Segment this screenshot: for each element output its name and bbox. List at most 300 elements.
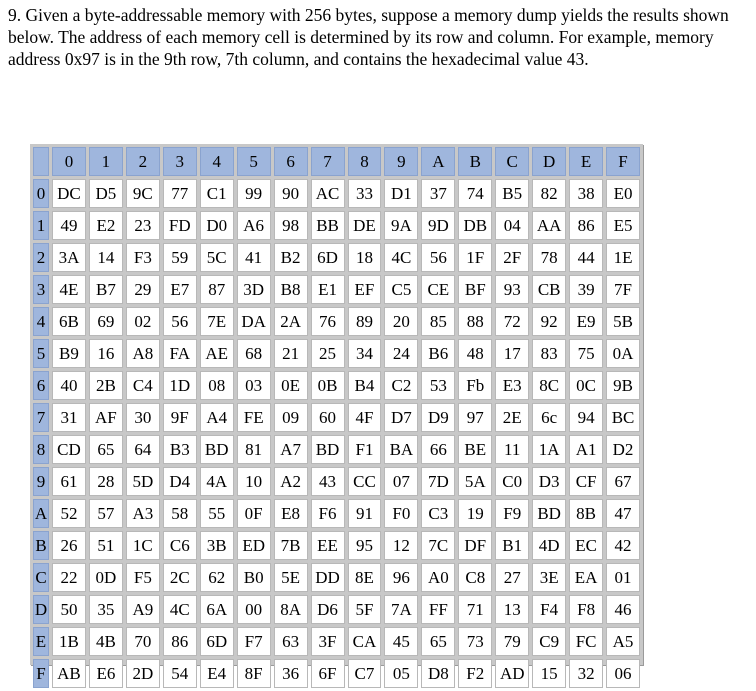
table-row <box>33 179 640 208</box>
memory-cell: EE <box>311 531 345 560</box>
memory-cell: DF <box>458 531 492 560</box>
memory-cell: 66 <box>421 435 455 464</box>
memory-cell: 1F <box>458 243 492 272</box>
memory-cell: A0 <box>421 563 455 592</box>
memory-cell: 76 <box>311 307 345 336</box>
column-header: 6 <box>274 147 308 176</box>
memory-cell: 3A <box>52 243 86 272</box>
memory-cell: A8 <box>126 339 160 368</box>
memory-cell: 8A <box>274 595 308 624</box>
row-header: 7 <box>33 403 49 432</box>
row-header: 0 <box>33 179 49 208</box>
memory-cell: 59 <box>163 243 197 272</box>
memory-cell: 7E <box>200 307 234 336</box>
memory-cell: 79 <box>495 627 529 656</box>
memory-cell: B6 <box>421 339 455 368</box>
table-row <box>33 531 640 560</box>
table-row <box>33 243 640 272</box>
memory-cell: BA <box>384 435 418 464</box>
memory-cell: C5 <box>384 275 418 304</box>
memory-cell: 71 <box>458 595 492 624</box>
memory-cell: BD <box>311 435 345 464</box>
memory-cell: F4 <box>532 595 566 624</box>
memory-cell: 22 <box>52 563 86 592</box>
memory-cell: D8 <box>421 659 455 688</box>
memory-cell: D4 <box>163 467 197 496</box>
memory-cell: DA <box>237 307 271 336</box>
memory-cell: BD <box>200 435 234 464</box>
table-row <box>33 339 640 368</box>
memory-cell: B3 <box>163 435 197 464</box>
memory-cell: 81 <box>237 435 271 464</box>
memory-cell: 5B <box>606 307 640 336</box>
memory-cell: 1C <box>126 531 160 560</box>
column-header: C <box>495 147 529 176</box>
question-text: 9. Given a byte-addressable memory with 256 bytes, suppose a memory dump yields the results shown below. The address of each memory cell is determined by its row and column. For example, memory address 0x97 is in the 9th row, 7th column, and contains the hexadecimal value 43. <box>8 5 729 69</box>
memory-cell: 36 <box>274 659 308 688</box>
memory-cell: 10 <box>237 467 271 496</box>
memory-cell: F8 <box>569 595 603 624</box>
memory-cell: 82 <box>532 179 566 208</box>
memory-cell: D9 <box>421 403 455 432</box>
memory-cell: 7F <box>606 275 640 304</box>
memory-cell: 54 <box>163 659 197 688</box>
memory-cell: 60 <box>311 403 345 432</box>
table-row <box>33 595 640 624</box>
memory-cell: 12 <box>384 531 418 560</box>
memory-cell: Fb <box>458 371 492 400</box>
memory-cell: D6 <box>311 595 345 624</box>
memory-cell: 4B <box>89 627 123 656</box>
memory-cell: 28 <box>89 467 123 496</box>
memory-cell: 45 <box>384 627 418 656</box>
memory-cell: 6D <box>200 627 234 656</box>
memory-cell: 57 <box>89 499 123 528</box>
memory-cell: A2 <box>274 467 308 496</box>
memory-cell: 69 <box>89 307 123 336</box>
memory-cell: 31 <box>52 403 86 432</box>
memory-cell: 0A <box>606 339 640 368</box>
memory-cell: BD <box>532 499 566 528</box>
memory-cell: 2E <box>495 403 529 432</box>
row-header: 8 <box>33 435 49 464</box>
memory-cell: 5F <box>348 595 382 624</box>
memory-cell: 21 <box>274 339 308 368</box>
memory-cell: 17 <box>495 339 529 368</box>
memory-cell: D5 <box>89 179 123 208</box>
memory-cell: 96 <box>384 563 418 592</box>
memory-cell: 7B <box>274 531 308 560</box>
table-row <box>33 211 640 240</box>
memory-cell: 23 <box>126 211 160 240</box>
memory-cell: E7 <box>163 275 197 304</box>
memory-cell: 74 <box>458 179 492 208</box>
memory-cell: 51 <box>89 531 123 560</box>
memory-cell: 64 <box>126 435 160 464</box>
memory-cell: 1A <box>532 435 566 464</box>
memory-cell: 73 <box>458 627 492 656</box>
row-header: D <box>33 595 49 624</box>
memory-cell: 5E <box>274 563 308 592</box>
memory-cell: 86 <box>163 627 197 656</box>
memory-cell: F9 <box>495 499 529 528</box>
memory-cell: 56 <box>421 243 455 272</box>
memory-cell: C4 <box>126 371 160 400</box>
column-header-row <box>33 147 640 176</box>
memory-cell: B5 <box>495 179 529 208</box>
memory-cell: 20 <box>384 307 418 336</box>
table-row <box>33 403 640 432</box>
memory-cell: E6 <box>89 659 123 688</box>
memory-cell: 03 <box>237 371 271 400</box>
table-row <box>33 627 640 656</box>
memory-cell: 04 <box>495 211 529 240</box>
memory-cell: 33 <box>348 179 382 208</box>
memory-cell: 9B <box>606 371 640 400</box>
row-header: 1 <box>33 211 49 240</box>
memory-cell: CE <box>421 275 455 304</box>
memory-cell: 61 <box>52 467 86 496</box>
memory-cell: 5D <box>126 467 160 496</box>
memory-cell: 65 <box>421 627 455 656</box>
memory-cell: B0 <box>237 563 271 592</box>
memory-cell: 2B <box>89 371 123 400</box>
memory-cell: E0 <box>606 179 640 208</box>
memory-cell: A3 <box>126 499 160 528</box>
memory-cell: CC <box>348 467 382 496</box>
memory-cell: 0B <box>311 371 345 400</box>
memory-cell: BF <box>458 275 492 304</box>
memory-cell: B8 <box>274 275 308 304</box>
memory-cell: 08 <box>200 371 234 400</box>
memory-cell: F0 <box>384 499 418 528</box>
memory-cell: 50 <box>52 595 86 624</box>
column-header: 8 <box>348 147 382 176</box>
row-header: 5 <box>33 339 49 368</box>
column-header: 7 <box>311 147 345 176</box>
memory-cell: E9 <box>569 307 603 336</box>
memory-cell: 9A <box>384 211 418 240</box>
memory-cell: 3F <box>311 627 345 656</box>
memory-cell: C7 <box>348 659 382 688</box>
table-row <box>33 563 640 592</box>
row-header: 4 <box>33 307 49 336</box>
table-row <box>33 467 640 496</box>
memory-dump-table <box>30 144 643 691</box>
column-header: A <box>421 147 455 176</box>
memory-cell: 05 <box>384 659 418 688</box>
memory-cell: 11 <box>495 435 529 464</box>
memory-cell: DE <box>348 211 382 240</box>
memory-cell: 02 <box>126 307 160 336</box>
memory-cell: 4C <box>384 243 418 272</box>
memory-cell: 85 <box>421 307 455 336</box>
memory-cell: 99 <box>237 179 271 208</box>
memory-cell: D2 <box>606 435 640 464</box>
column-header: 5 <box>237 147 271 176</box>
memory-cell: 16 <box>89 339 123 368</box>
memory-cell: 8E <box>348 563 382 592</box>
memory-cell: 26 <box>52 531 86 560</box>
memory-cell: 0D <box>89 563 123 592</box>
table-row <box>33 499 640 528</box>
memory-cell: 83 <box>532 339 566 368</box>
memory-cell: 94 <box>569 403 603 432</box>
memory-cell: F1 <box>348 435 382 464</box>
memory-cell: 46 <box>606 595 640 624</box>
memory-cell: 00 <box>237 595 271 624</box>
memory-cell: 41 <box>237 243 271 272</box>
memory-cell: 24 <box>384 339 418 368</box>
memory-cell: 39 <box>569 275 603 304</box>
memory-cell: 13 <box>495 595 529 624</box>
memory-cell: B4 <box>348 371 382 400</box>
memory-cell: 55 <box>200 499 234 528</box>
column-header: F <box>606 147 640 176</box>
memory-cell: C1 <box>200 179 234 208</box>
memory-cell: AC <box>311 179 345 208</box>
memory-cell: FC <box>569 627 603 656</box>
memory-cell: 6A <box>200 595 234 624</box>
memory-cell: 5A <box>458 467 492 496</box>
memory-cell: 7D <box>421 467 455 496</box>
memory-cell: EC <box>569 531 603 560</box>
memory-cell: 3D <box>237 275 271 304</box>
memory-cell: C8 <box>458 563 492 592</box>
table-row <box>33 275 640 304</box>
memory-cell: 43 <box>311 467 345 496</box>
memory-cell: 3B <box>200 531 234 560</box>
row-header: B <box>33 531 49 560</box>
memory-cell: E5 <box>606 211 640 240</box>
memory-cell: F6 <box>311 499 345 528</box>
memory-cell: 62 <box>200 563 234 592</box>
memory-cell: C2 <box>384 371 418 400</box>
memory-cell: FE <box>237 403 271 432</box>
memory-cell: AA <box>532 211 566 240</box>
memory-cell: 89 <box>348 307 382 336</box>
memory-cell: 48 <box>458 339 492 368</box>
memory-cell: 4A <box>200 467 234 496</box>
column-header: 9 <box>384 147 418 176</box>
memory-cell: 14 <box>89 243 123 272</box>
memory-cell: 01 <box>606 563 640 592</box>
memory-cell: 6B <box>52 307 86 336</box>
memory-cell: BC <box>606 403 640 432</box>
memory-cell: CF <box>569 467 603 496</box>
column-header: 2 <box>126 147 160 176</box>
memory-cell: B1 <box>495 531 529 560</box>
memory-cell: E8 <box>274 499 308 528</box>
memory-cell: 67 <box>606 467 640 496</box>
row-header: C <box>33 563 49 592</box>
memory-cell: 07 <box>384 467 418 496</box>
memory-cell: 0C <box>569 371 603 400</box>
memory-cell: D3 <box>532 467 566 496</box>
memory-cell: 4C <box>163 595 197 624</box>
memory-cell: 93 <box>495 275 529 304</box>
column-header: D <box>532 147 566 176</box>
memory-dump-grid <box>30 144 643 683</box>
memory-cell: 2F <box>495 243 529 272</box>
memory-cell: A1 <box>569 435 603 464</box>
memory-cell: 3E <box>532 563 566 592</box>
memory-cell: 47 <box>606 499 640 528</box>
memory-cell: 86 <box>569 211 603 240</box>
memory-dump-body <box>33 179 640 688</box>
column-header: 3 <box>163 147 197 176</box>
memory-cell: 6c <box>532 403 566 432</box>
memory-cell: 0E <box>274 371 308 400</box>
memory-cell: 52 <box>52 499 86 528</box>
memory-cell: A5 <box>606 627 640 656</box>
memory-cell: A6 <box>237 211 271 240</box>
row-header: 9 <box>33 467 49 496</box>
memory-cell: 58 <box>163 499 197 528</box>
row-header: 3 <box>33 275 49 304</box>
memory-cell: 70 <box>126 627 160 656</box>
memory-cell: 4D <box>532 531 566 560</box>
memory-cell: 0F <box>237 499 271 528</box>
memory-cell: 4F <box>348 403 382 432</box>
memory-cell: 90 <box>274 179 308 208</box>
memory-cell: 19 <box>458 499 492 528</box>
memory-cell: EA <box>569 563 603 592</box>
memory-cell: B7 <box>89 275 123 304</box>
memory-cell: AF <box>89 403 123 432</box>
memory-cell: 8F <box>237 659 271 688</box>
memory-cell: 42 <box>606 531 640 560</box>
memory-cell: 56 <box>163 307 197 336</box>
memory-cell: 8B <box>569 499 603 528</box>
row-header: E <box>33 627 49 656</box>
memory-cell: 32 <box>569 659 603 688</box>
memory-cell: 6D <box>311 243 345 272</box>
memory-cell: CD <box>52 435 86 464</box>
memory-cell: 25 <box>311 339 345 368</box>
memory-cell: 78 <box>532 243 566 272</box>
memory-cell: 9D <box>421 211 455 240</box>
memory-cell: 53 <box>421 371 455 400</box>
memory-cell: 1B <box>52 627 86 656</box>
row-header: 2 <box>33 243 49 272</box>
memory-cell: 15 <box>532 659 566 688</box>
memory-cell: F2 <box>458 659 492 688</box>
memory-cell: 37 <box>421 179 455 208</box>
memory-cell: D0 <box>200 211 234 240</box>
memory-cell: D7 <box>384 403 418 432</box>
memory-cell: E1 <box>311 275 345 304</box>
memory-cell: 72 <box>495 307 529 336</box>
memory-cell: F3 <box>126 243 160 272</box>
memory-cell: 06 <box>606 659 640 688</box>
memory-cell: AE <box>200 339 234 368</box>
memory-cell: 87 <box>200 275 234 304</box>
table-row <box>33 371 640 400</box>
memory-cell: B2 <box>274 243 308 272</box>
memory-cell: 6F <box>311 659 345 688</box>
memory-cell: 88 <box>458 307 492 336</box>
memory-cell: DB <box>458 211 492 240</box>
memory-cell: 35 <box>89 595 123 624</box>
memory-cell: C9 <box>532 627 566 656</box>
memory-cell: BB <box>311 211 345 240</box>
memory-cell: 65 <box>89 435 123 464</box>
memory-cell: A4 <box>200 403 234 432</box>
memory-cell: 4E <box>52 275 86 304</box>
memory-cell: B9 <box>52 339 86 368</box>
memory-cell: 30 <box>126 403 160 432</box>
column-header: 1 <box>89 147 123 176</box>
memory-cell: 34 <box>348 339 382 368</box>
memory-cell: 68 <box>237 339 271 368</box>
memory-cell: 5C <box>200 243 234 272</box>
memory-cell: E2 <box>89 211 123 240</box>
memory-cell: CA <box>348 627 382 656</box>
memory-cell: 63 <box>274 627 308 656</box>
column-header: B <box>458 147 492 176</box>
memory-cell: 7C <box>421 531 455 560</box>
memory-cell: 2A <box>274 307 308 336</box>
memory-cell: 38 <box>569 179 603 208</box>
table-row <box>33 435 640 464</box>
memory-cell: FA <box>163 339 197 368</box>
memory-cell: DC <box>52 179 86 208</box>
memory-cell: 18 <box>348 243 382 272</box>
corner-cell <box>33 147 49 176</box>
row-header: F <box>33 659 49 688</box>
memory-cell: FD <box>163 211 197 240</box>
memory-cell: 97 <box>458 403 492 432</box>
memory-cell: EF <box>348 275 382 304</box>
memory-cell: 40 <box>52 371 86 400</box>
memory-cell: DD <box>311 563 345 592</box>
memory-cell: CB <box>532 275 566 304</box>
memory-cell: 98 <box>274 211 308 240</box>
memory-cell: 29 <box>126 275 160 304</box>
column-header: 0 <box>52 147 86 176</box>
memory-cell: E4 <box>200 659 234 688</box>
memory-cell: 2D <box>126 659 160 688</box>
memory-cell: C6 <box>163 531 197 560</box>
memory-cell: BE <box>458 435 492 464</box>
memory-cell: E3 <box>495 371 529 400</box>
memory-cell: A9 <box>126 595 160 624</box>
memory-cell: A7 <box>274 435 308 464</box>
column-header: E <box>569 147 603 176</box>
memory-cell: D1 <box>384 179 418 208</box>
memory-cell: 27 <box>495 563 529 592</box>
memory-cell: F7 <box>237 627 271 656</box>
column-header: 4 <box>200 147 234 176</box>
memory-cell: 75 <box>569 339 603 368</box>
memory-cell: C0 <box>495 467 529 496</box>
memory-cell: 09 <box>274 403 308 432</box>
row-header: 6 <box>33 371 49 400</box>
memory-cell: AD <box>495 659 529 688</box>
memory-cell: C3 <box>421 499 455 528</box>
memory-cell: 2C <box>163 563 197 592</box>
memory-cell: 1D <box>163 371 197 400</box>
memory-cell: 9F <box>163 403 197 432</box>
table-row <box>33 307 640 336</box>
memory-cell: 9C <box>126 179 160 208</box>
memory-cell: F5 <box>126 563 160 592</box>
memory-cell: 44 <box>569 243 603 272</box>
memory-cell: 7A <box>384 595 418 624</box>
memory-cell: 49 <box>52 211 86 240</box>
memory-cell: AB <box>52 659 86 688</box>
